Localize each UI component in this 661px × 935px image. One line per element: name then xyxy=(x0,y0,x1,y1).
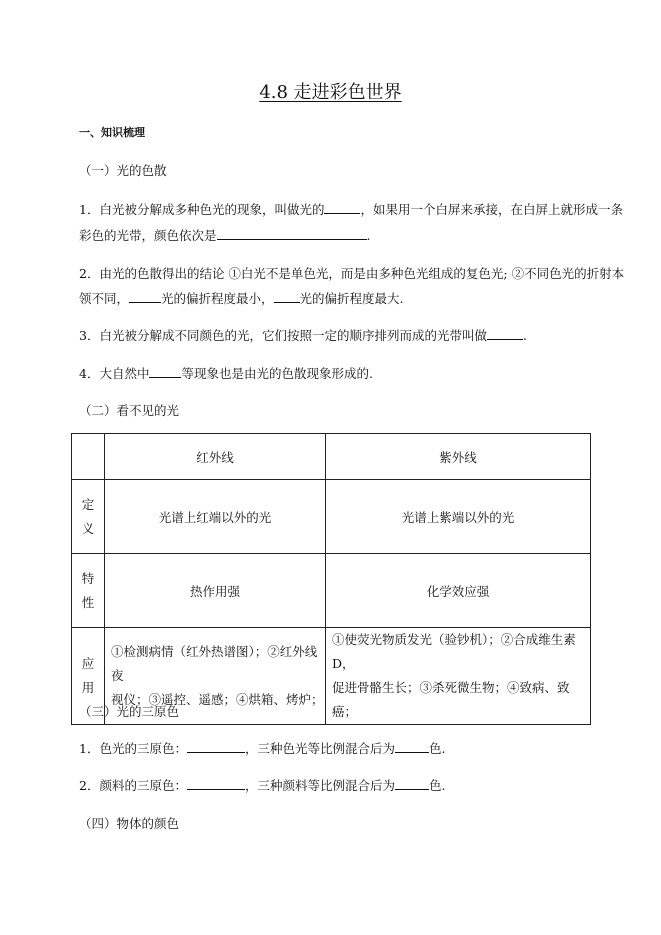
col-header-ir: 红外线 xyxy=(105,434,326,480)
part3-item2-b: ，三种颜料等比例混合后为 xyxy=(244,778,395,793)
ir-property: 热作用强 xyxy=(105,554,326,628)
part3-item2 xyxy=(79,777,445,794)
part3-item1-b: ，三种色光等比例混合后为 xyxy=(244,741,395,756)
answer-blank[interactable] xyxy=(217,227,367,240)
part4-heading: （四）物体的颜色 xyxy=(79,816,180,831)
part1-item2-d: 光的偏折程度最大. xyxy=(299,291,404,306)
part3-item1 xyxy=(79,740,445,757)
part1-item4-b: 等现象也是由光的色散现象形成的. xyxy=(181,366,373,381)
part2-heading: （二）看不见的光 xyxy=(79,403,180,418)
uv-definition: 光谱上紫端以外的光 xyxy=(326,480,591,554)
part1-item1-b: ，如果用一个白屏来承接，在白屏上就形成一条 xyxy=(360,202,623,217)
table-corner-cell xyxy=(72,434,105,480)
row-label-char: 用 xyxy=(81,680,95,695)
answer-blank[interactable] xyxy=(149,365,181,378)
table-header-row xyxy=(72,434,591,480)
answer-blank[interactable] xyxy=(274,290,300,303)
answer-blank[interactable] xyxy=(324,201,360,214)
uv-application-line: 促进骨骼生长；③杀死微生物；④致病、致癌； xyxy=(332,680,570,719)
table-row-property xyxy=(72,554,591,628)
row-label-char: 义 xyxy=(81,520,95,536)
part1-item3-a: 3．白光被分解成不同颜色的光，它们按照一定的顺序排列而成的光带叫做 xyxy=(79,328,487,343)
part1-item2-c: 光的偏折程度最小， xyxy=(161,291,274,306)
answer-blank[interactable] xyxy=(395,740,429,753)
part1-item3-b: . xyxy=(522,328,527,343)
row-label-char: 特 xyxy=(81,570,95,586)
part1-item2-b: 领不同， xyxy=(79,291,130,306)
answer-blank[interactable] xyxy=(129,290,161,303)
part1-item1-d: . xyxy=(366,228,371,243)
ir-application-line: 视仪；③遥控、遥感；④烘箱、烤炉； xyxy=(111,692,324,707)
light-table xyxy=(71,433,591,725)
answer-blank[interactable] xyxy=(395,777,429,790)
col-header-uv: 紫外线 xyxy=(326,434,591,480)
part3-item2-a: 2．颜料的三原色： xyxy=(79,778,187,793)
row-label-char: 性 xyxy=(81,594,95,610)
row-label-char: 应 xyxy=(81,656,95,671)
page-title: 4.8 走进彩色世界 xyxy=(259,82,402,103)
part1-item1-line1 xyxy=(79,201,623,218)
table-row-definition xyxy=(72,480,591,554)
part1-item1-a: 1．白光被分解成多种色光的现象，叫做光的 xyxy=(79,202,325,217)
part1-item2-line2 xyxy=(79,290,404,307)
uv-property: 化学效应强 xyxy=(326,554,591,628)
section-heading: 一、知识梳理 xyxy=(79,126,145,139)
answer-blank[interactable] xyxy=(187,740,245,753)
uv-application-line: ①使荧光物质发光（验钞机）；②合成维生素 D， xyxy=(332,632,576,671)
ir-definition: 光谱上红端以外的光 xyxy=(105,480,326,554)
answer-blank[interactable] xyxy=(487,327,523,340)
part1-item4 xyxy=(79,365,373,382)
part3-item1-c: 色. xyxy=(428,741,446,756)
answer-blank[interactable] xyxy=(187,777,245,790)
row-label-char: 定 xyxy=(81,496,95,512)
ir-application-line: ①检测病情（红外热谱图）；②红外线夜 xyxy=(111,644,318,683)
part3-item1-a: 1．色光的三原色： xyxy=(79,741,187,756)
part3-heading: （三）光的三原色 xyxy=(79,704,180,719)
part1-item3 xyxy=(79,327,527,344)
part3-item2-c: 色. xyxy=(428,778,446,793)
uv-application xyxy=(326,628,591,725)
part1-item2-line1: 2．由光的色散得出的结论 ①白光不是单色光，而是由多种色光组成的复色光; ②不同色光的折射本 xyxy=(79,266,625,281)
part1-item1-c: 彩色的光带，颜色依次是 xyxy=(79,228,217,243)
part1-item4-a: 4．大自然中 xyxy=(79,366,150,381)
row-label-property xyxy=(72,554,105,628)
part1-item1-line2 xyxy=(79,227,371,244)
part1-heading: （一）光的色散 xyxy=(79,163,167,178)
row-label-definition xyxy=(72,480,105,554)
